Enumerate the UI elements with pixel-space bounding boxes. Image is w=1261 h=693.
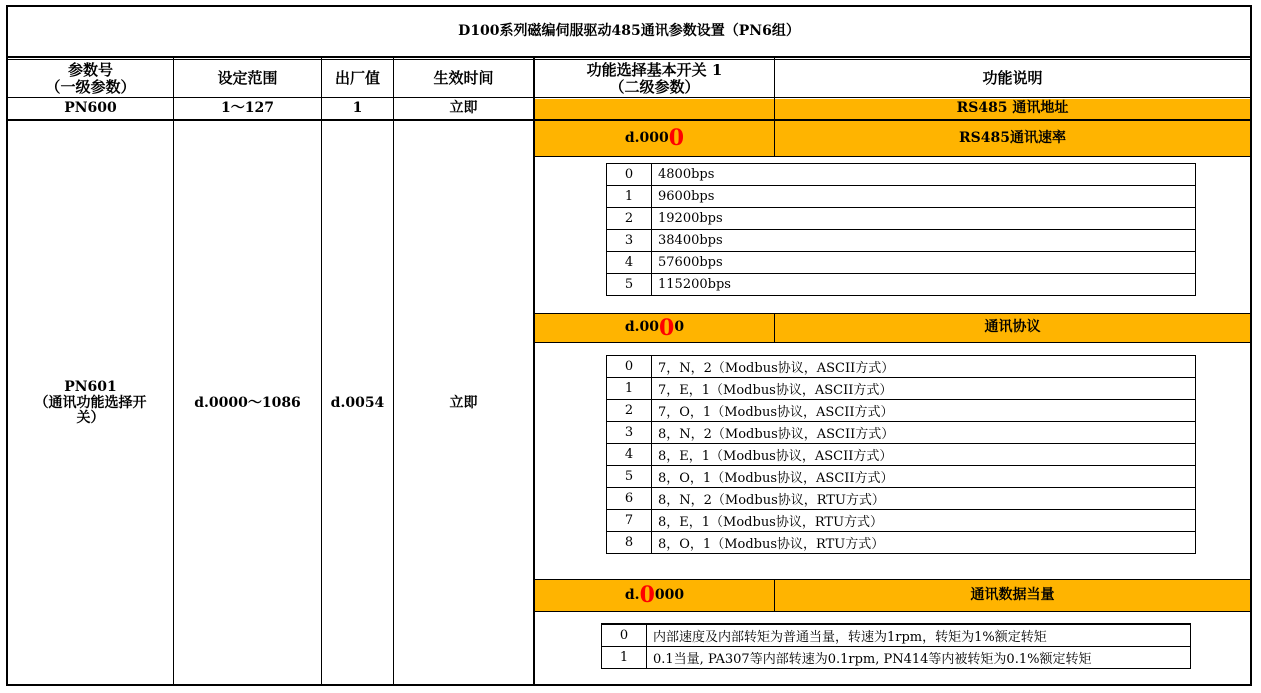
header-range: 设定范围: [217, 69, 278, 88]
option-text: 7，O，1（Modbus协议，ASCII方式）: [652, 400, 1196, 422]
option-row: [607, 356, 1196, 378]
option-row: [607, 400, 1196, 422]
option-number: 3: [607, 422, 652, 444]
option-row: [607, 186, 1196, 208]
option-number: 1: [607, 378, 652, 400]
header-switch-line2: （二级参数）: [609, 77, 700, 96]
option-text: 8，N，2（Modbus协议，ASCII方式）: [652, 422, 1196, 444]
option-row: [607, 444, 1196, 466]
option-text: 115200bps: [652, 274, 1196, 296]
header-desc: 功能说明: [982, 69, 1043, 88]
option-text: 7，N，2（Modbus协议，ASCII方式）: [652, 356, 1196, 378]
option-number: 0: [607, 356, 652, 378]
option-number: 8: [607, 532, 652, 554]
section-2-options: [601, 623, 1191, 669]
pn601-param-line3: 关）: [76, 410, 105, 427]
pn601-param-line1: PN601: [64, 379, 117, 396]
option-row: [602, 624, 1191, 646]
pn600-range: 1～127: [221, 99, 274, 116]
section-1-options: [606, 355, 1196, 554]
section-0-code: [535, 121, 774, 156]
option-row: [602, 646, 1191, 668]
header-switch-line1: 功能选择基本开关 1: [586, 61, 723, 79]
pn601-range: d.0000～1086: [194, 394, 301, 411]
pn600-desc: RS485 通讯地址: [956, 99, 1069, 116]
pn600-effect: 立即: [449, 99, 478, 116]
page-title: D100系列磁编伺服驱动485通讯参数设置（PN6组）: [458, 22, 800, 39]
option-number: 7: [607, 510, 652, 532]
header-param-no-line1: 参数号: [67, 61, 113, 79]
pn601-effect: 立即: [449, 394, 478, 411]
option-row: [607, 164, 1196, 186]
pn600-param: PN600: [64, 99, 117, 116]
option-row: [607, 274, 1196, 296]
option-text: 8，E，1（Modbus协议，RTU方式）: [652, 510, 1196, 532]
option-text: 38400bps: [652, 230, 1196, 252]
header-param-no: [8, 60, 173, 97]
section-2-code-highlight: 0: [639, 582, 655, 609]
option-text: 内部速度及内部转矩为普通当量，转速为1rpm，转矩为1%额定转矩: [647, 624, 1191, 646]
option-row: [607, 532, 1196, 554]
option-number: 5: [607, 274, 652, 296]
section-1-code: [535, 314, 774, 342]
option-number: 1: [602, 646, 647, 668]
option-row: [607, 230, 1196, 252]
option-row: [607, 510, 1196, 532]
option-text: 8，O，1（Modbus协议，RTU方式）: [652, 532, 1196, 554]
option-number: 4: [607, 252, 652, 274]
option-text: 57600bps: [652, 252, 1196, 274]
section-0-options: [606, 163, 1196, 296]
option-text: 9600bps: [652, 186, 1196, 208]
option-text: 19200bps: [652, 208, 1196, 230]
option-row: [607, 466, 1196, 488]
option-number: 4: [607, 444, 652, 466]
header-switch: [535, 60, 774, 97]
option-number: 0: [602, 624, 647, 646]
option-text: 4800bps: [652, 164, 1196, 186]
section-2-code-suffix: 000: [654, 586, 685, 603]
pn601-param: [8, 121, 173, 686]
option-row: [607, 208, 1196, 230]
section-2-code: [535, 580, 774, 611]
section-1-code-suffix: 0: [674, 319, 685, 336]
header-param-no-line2: （一级参数）: [45, 77, 136, 96]
section-1-code-highlight: 0: [659, 314, 675, 341]
section-1-title: 通讯协议: [984, 319, 1041, 336]
option-number: 3: [607, 230, 652, 252]
option-number: 5: [607, 466, 652, 488]
section-0-title: RS485通讯速率: [959, 129, 1066, 146]
header-factory: 出厂值: [334, 69, 380, 88]
section-2-title: 通讯数据当量: [970, 586, 1055, 603]
option-row: [607, 252, 1196, 274]
option-text: 8，N，2（Modbus协议，RTU方式）: [652, 488, 1196, 510]
option-number: 2: [607, 208, 652, 230]
section-0-code-highlight: 0: [668, 125, 685, 152]
option-number: 1: [607, 186, 652, 208]
header-effect: 生效时间: [433, 69, 494, 88]
section-1-code-prefix: d.00: [624, 319, 660, 336]
option-text: 8，E，1（Modbus协议，ASCII方式）: [652, 444, 1196, 466]
option-text: 8，O，1（Modbus协议，ASCII方式）: [652, 466, 1196, 488]
section-2-code-prefix: d.: [624, 586, 640, 603]
section-0-code-prefix: d.000: [624, 129, 669, 146]
option-number: 6: [607, 488, 652, 510]
pn600-factory: 1: [352, 99, 363, 116]
option-row: [607, 422, 1196, 444]
option-text: 0.1当量, PA307等内部转速为0.1rpm, PN414等内被转矩为0.1%额定转矩: [647, 646, 1191, 668]
option-number: 2: [607, 400, 652, 422]
option-row: [607, 488, 1196, 510]
option-number: 0: [607, 164, 652, 186]
pn601-factory: d.0054: [330, 394, 385, 411]
option-text: 7，E，1（Modbus协议，ASCII方式）: [652, 378, 1196, 400]
option-row: [607, 378, 1196, 400]
pn601-param-line2: （通讯功能选择开: [34, 394, 147, 411]
